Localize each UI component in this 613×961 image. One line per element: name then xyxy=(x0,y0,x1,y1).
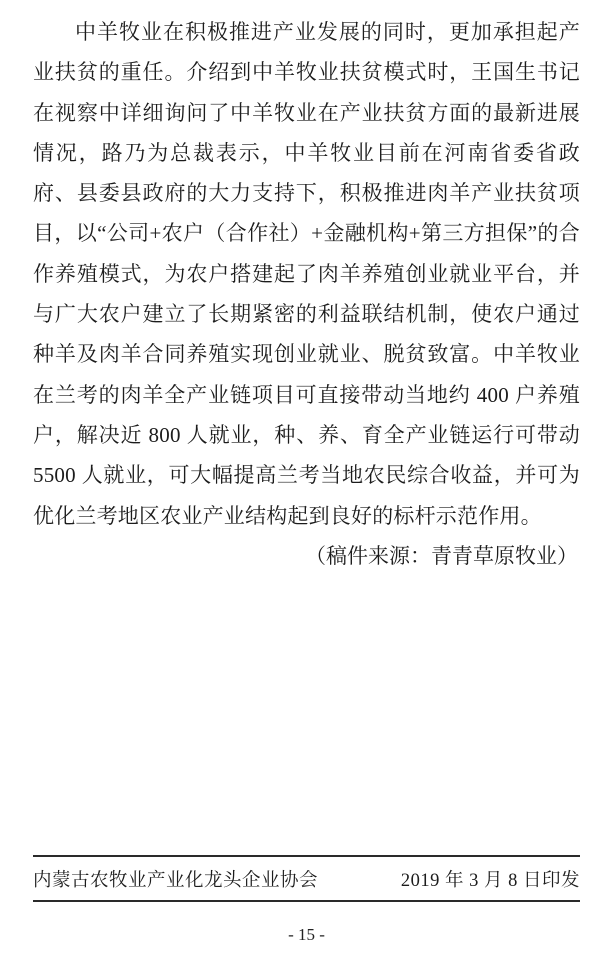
footer-print-date: 2019 年 3 月 8 日印发 xyxy=(400,870,580,891)
source-attribution: （稿件来源：青青草原牧业） xyxy=(305,543,578,568)
footer-bottom-rule xyxy=(33,900,580,902)
footer-issuer: 内蒙古农牧业产业化龙头企业协会 xyxy=(33,870,319,891)
article-body xyxy=(33,12,580,576)
document-footer xyxy=(33,855,580,902)
footer-row xyxy=(33,857,580,900)
body-paragraph: 中羊牧业在积极推进产业发展的同时，更加承担起产业扶贫的重任。介绍到中羊牧业扶贫模式时，王国生书记在视察中详细询问了中羊牧业在产业扶贫方面的最新进展情况，路乃为总裁表示，中羊牧业目前在河南省委省政府、县委县政府的大力支持下，积极推进肉羊产业扶贫项目，以“公司+农户（合作社）+金融机构+第三方担保”的合作养殖模式，为农户搭建起了肉羊养殖创业就业平台，并与广大农户建立了长期紧密的利益联结机制，使农户通过种羊及肉羊合同养殖实现创业就业、脱贫致富。中羊牧业在兰考的肉羊全产业链项目可直接带动当地约 400 户养殖户，解决近 800 人就业，种、养、育全产业链运行可带动 5500 人就业，可大幅提高兰考当地农民综合收益，并可为优化兰考地区农业产业结构起到良好的标杆示范作用。 xyxy=(33,20,580,528)
page-number: - 15 - xyxy=(288,925,325,944)
